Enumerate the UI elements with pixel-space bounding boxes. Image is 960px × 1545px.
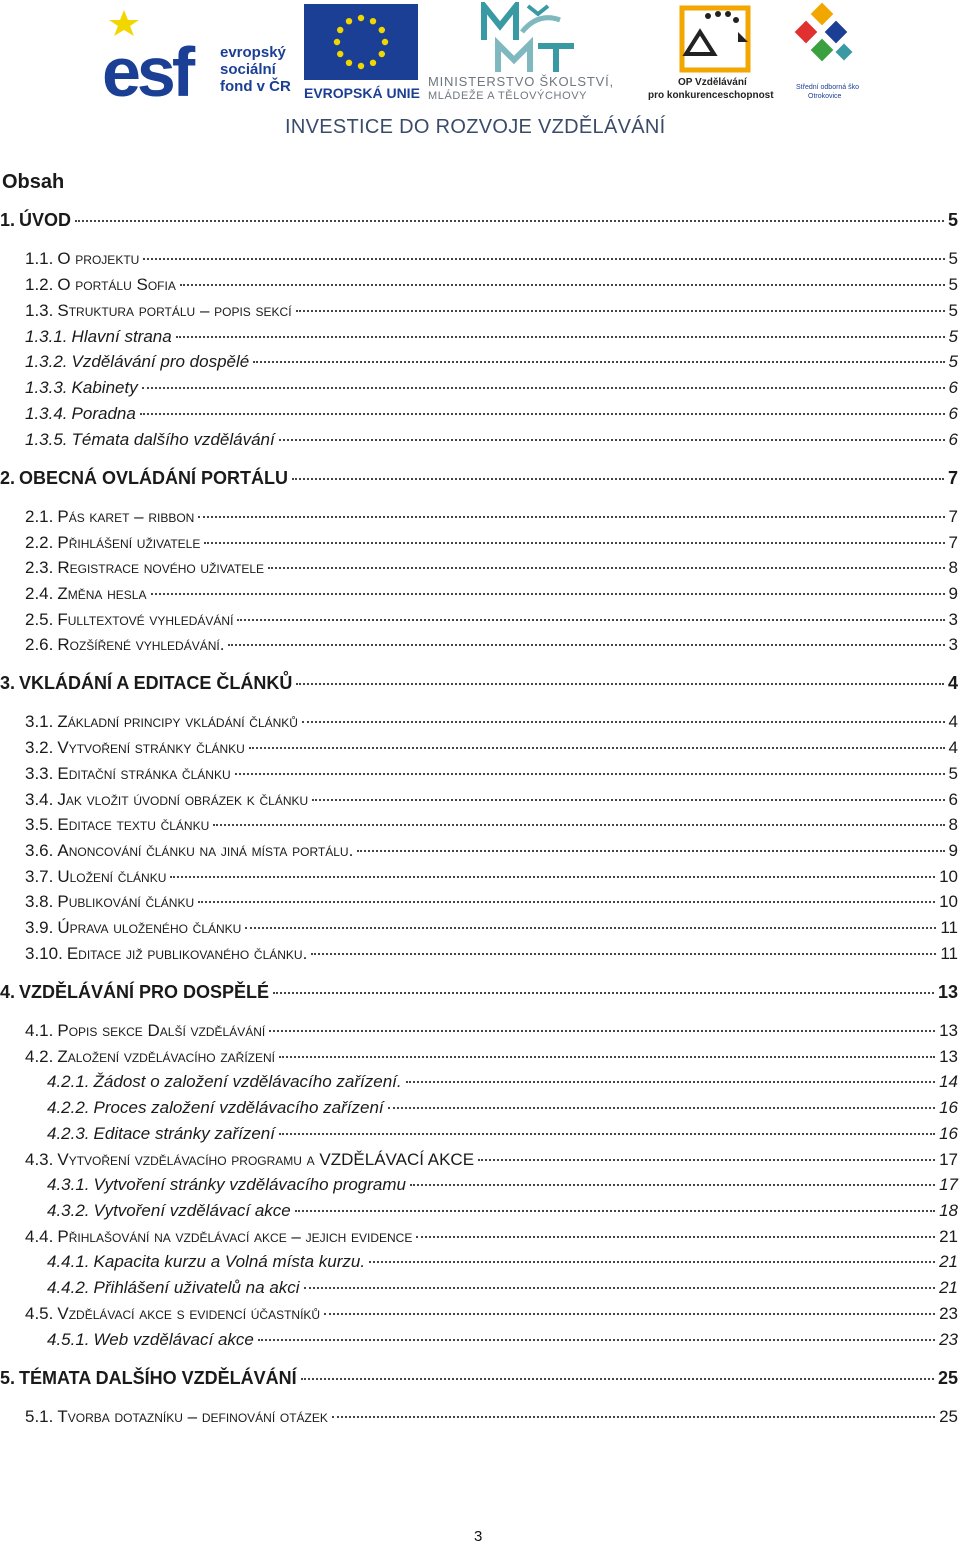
toc-entry-page: 5 [948,275,958,294]
toc-entry-title: Popis sekce Další vzdělávání [57,1021,266,1040]
toc-entry-title: TÉMATA DALŠÍHO VZDĚLÁVÁNÍ [19,1368,297,1388]
toc-entry[interactable] [0,1304,958,1324]
esf-logo [100,4,300,102]
header-logos [0,0,960,150]
toc-entry-title: Jak vložit úvodní obrázek k článku [57,790,309,809]
toc-entry-page: 5 [948,352,958,371]
toc-entry-page: 5 [948,301,958,320]
toc-entry-number: 1.3.4. [25,404,68,423]
toc-entry[interactable] [0,1407,958,1427]
toc-entry[interactable] [0,378,958,398]
toc-entry-page: 5 [948,764,958,783]
msmt-text-line1: MINISTERSTVO ŠKOLSTVÍ, [428,74,614,89]
toc-dot-leader [324,1313,935,1315]
toc-entry-number: 1. [0,210,16,230]
toc-entry-page: 3 [948,610,958,629]
toc-entry[interactable] [0,1227,958,1247]
page-number: 3 [474,1528,483,1545]
toc-dot-leader [268,567,945,569]
toc-entry[interactable] [0,712,958,732]
toc-entry-title: Žádost o založení vzdělávacího zařízení. [93,1072,402,1091]
toc-entry-number: 3.2. [25,738,54,757]
toc-entry-number: 3.5. [25,815,54,834]
toc-entry-title: Změna hesla [57,584,147,603]
toc-entry[interactable] [0,982,958,1003]
toc-dot-leader [75,220,944,222]
toc-entry-page: 4 [948,712,958,731]
toc-entry-title: Vytvoření vzdělávacího programu a VZDĚLÁVACÍ AKCE [57,1150,475,1169]
toc-entry[interactable] [0,210,958,231]
op-text-line1: OP Vzdělávání [678,77,747,88]
toc-entry-number: 4. [0,982,16,1002]
toc-entry-number: 5.1. [25,1407,54,1426]
toc-dot-leader [143,258,944,260]
toc-entry-page: 8 [948,815,958,834]
toc-entry-page: 5 [948,249,958,268]
school-logo [794,2,860,102]
toc-entry-page: 9 [948,584,958,603]
toc-entry-number: 4.4. [25,1227,54,1246]
toc-entry[interactable] [0,738,958,758]
toc-entry-title: Témata dalšího vzdělávání [71,430,275,449]
toc-entry-title: Kapacita kurzu a Volná místa kurzu. [93,1252,366,1271]
toc-entry-number: 3. [0,673,16,693]
toc-dot-leader [273,992,934,994]
toc-entry[interactable] [0,944,958,964]
toc-entry-number: 2.6. [25,635,54,654]
toc-entry-page: 9 [948,841,958,860]
toc-entry-number: 3.9. [25,918,54,937]
toc-entry-title: Úprava uloženého článku [57,918,242,937]
toc-entry-title: Základní principy vkládání článků [57,712,298,731]
toc-entry-page: 6 [948,378,958,397]
toc-dot-leader [292,478,944,480]
toc-entry-page: 5 [948,327,958,346]
toc-entry-title: Registrace nového uživatele [57,558,265,577]
toc-entry-number: 4.2.2. [47,1098,90,1117]
esf-mark-icon [100,4,212,102]
toc-dot-leader [142,387,945,389]
toc-entry-number: 4.5.1. [47,1330,90,1349]
toc-entry-title: Proces založení vzdělávacího zařízení [93,1098,384,1117]
msmt-text-line2: MLÁDEŽE A TĚLOVÝCHOVY [428,90,588,102]
toc-entry[interactable] [0,558,958,578]
eu-star-icon [337,27,343,33]
eu-star-icon [346,18,352,24]
toc-entry-page: 7 [947,468,958,488]
toc-dot-leader [357,850,944,852]
eu-star-icon [358,15,364,21]
toc-entry-number: 4.5. [25,1304,54,1323]
toc-dot-leader [296,310,945,312]
toc-entry-title: Uložení článku [57,867,167,886]
toc-entry-page: 13 [937,982,958,1002]
toc-entry-number: 3.6. [25,841,54,860]
toc-entry-number: 1.3. [25,301,54,320]
toc-entry-page: 8 [948,558,958,577]
esf-text-line3: fond v ČR [220,78,291,95]
toc-entry[interactable] [0,404,958,424]
toc-dot-leader [253,361,944,363]
toc-entry-title: Přihlášení uživatele [57,533,201,552]
eu-star-icon [370,18,376,24]
toc-entry-title: Vytvoření stránky vzdělávacího programu [93,1175,406,1194]
toc-entry-page: 11 [940,918,958,937]
toc-dot-leader [410,1184,935,1186]
toc-entry-page: 13 [939,1021,958,1040]
toc-entry-page: 6 [948,430,958,449]
toc-entry[interactable] [0,1368,958,1389]
toc-entry[interactable] [0,764,958,784]
toc-dot-leader [198,516,944,518]
toc-entry-number: 4.2.1. [47,1072,90,1091]
toc-entry[interactable] [0,867,958,887]
toc-entry-title: Vytvoření stránky článku [57,738,245,757]
toc-entry[interactable] [0,1201,958,1221]
toc-entry-title: Přihlášení uživatelů na akci [93,1278,300,1297]
toc-entry[interactable] [0,249,958,269]
toc-entry-number: 2.4. [25,584,54,603]
toc-entry-number: 4.3.1. [47,1175,90,1194]
toc-dot-leader [295,1210,935,1212]
toc-dot-leader [204,542,944,544]
esf-text-line1: evropský [220,44,286,61]
toc-entry-page: 6 [948,404,958,423]
toc-entry-number: 4.4.1. [47,1252,90,1271]
toc-entry[interactable] [0,635,958,655]
toc-entry-page: 10 [939,867,958,886]
toc-entry-number: 4.2.3. [47,1124,90,1143]
toc-entry[interactable] [0,1047,958,1067]
toc-entry-title: Vzdělávání pro dospělé [71,352,250,371]
toc-entry[interactable] [0,327,958,347]
toc-dot-leader [198,901,935,903]
toc-entry-page: 7 [948,507,958,526]
toc-entry-number: 3.10. [25,944,63,963]
toc-entry-page: 25 [939,1407,958,1426]
toc-entry-title: Struktura portálu – popis sekcí [57,301,292,320]
eu-star-icon [358,63,364,69]
toc-entry[interactable] [0,1021,958,1041]
toc-entry-page: 23 [939,1304,958,1323]
toc-entry-title: O projektu [57,249,140,268]
toc-entry[interactable] [0,918,958,938]
school-mark-icon [794,2,858,80]
toc-dot-leader [478,1159,935,1161]
toc-entry-title: Editace textu článku [57,815,210,834]
toc-entry-page: 13 [939,1047,958,1066]
eu-flag-icon [304,4,418,80]
toc-dot-leader [296,683,944,685]
toc-entry-title: Přihlašování na vzdělávací akce – jejich evidence [57,1227,413,1246]
toc-entry-page: 18 [939,1201,958,1220]
toc-entry-title: Publikování článku [57,892,195,911]
toc-entry-title: VKLÁDÁNÍ A EDITACE ČLÁNKŮ [19,673,293,693]
toc-entry-page: 17 [939,1175,958,1194]
toc-dot-leader [228,644,944,646]
eu-star-icon [379,27,385,33]
toc-entry[interactable] [0,1098,958,1118]
toc-entry-page: 25 [937,1368,958,1388]
toc-entry-title: Kabinety [71,378,138,397]
toc-dot-leader [406,1081,935,1083]
toc-entry-number: 2.3. [25,558,54,577]
toc-entry-page: 7 [948,533,958,552]
eu-logo [304,4,420,102]
eu-star-icon [370,60,376,66]
op-text-line2: pro konkurenceschopnost [648,90,774,101]
toc-entry-page: 11 [940,944,958,963]
toc-dot-leader [311,953,936,955]
toc-entry-number: 4.3.2. [47,1201,90,1220]
toc-entry-number: 2.1. [25,507,54,526]
toc-entry[interactable] [0,1278,958,1298]
toc-entry-number: 4.4.2. [47,1278,90,1297]
toc-entry-page: 23 [939,1330,958,1349]
toc-dot-leader [279,439,945,441]
toc-entry-number: 3.1. [25,712,54,731]
toc-entry[interactable] [0,301,958,321]
toc-entry-number: 1.3.3. [25,378,68,397]
toc-entry-number: 1.3.5. [25,430,68,449]
toc-entry-number: 1.3.2. [25,352,68,371]
toc-entry-page: 16 [939,1098,958,1117]
toc-entry-number: 5. [0,1368,16,1388]
toc-entry[interactable] [0,352,958,372]
toc-entry-page: 5 [947,210,958,230]
school-text-line1: Střední odborná ško [796,84,860,91]
toc-entry-title: Poradna [71,404,136,423]
toc-dot-leader [170,876,935,878]
toc-dot-leader [301,1378,934,1380]
toc-entry-title: OBECNÁ OVLÁDÁNÍ PORTÁLU [19,468,289,488]
toc-entry-title: Anoncování článku na jiná místa portálu. [57,841,354,860]
toc-entry[interactable] [0,1175,958,1195]
toc-dot-leader [332,1416,935,1418]
toc-entry[interactable] [0,468,958,489]
toc-entry-page: 21 [939,1227,958,1246]
toc-entry-number: 3.7. [25,867,54,886]
toc-entry-title: Fulltextové vyhledávání [57,610,234,629]
toc-entry-title: Vzdělávací akce s evidencí účastníků [57,1304,321,1323]
msmt-logo [428,2,634,102]
eu-star-icon [379,51,385,57]
toc-dot-leader [245,927,936,929]
esf-text [220,44,291,95]
toc-entry-title: VZDĚLÁVÁNÍ PRO DOSPĚLÉ [19,982,270,1002]
toc-entry-title: Pás karet – ribbon [57,507,195,526]
toc-dot-leader [302,721,945,723]
toc-dot-leader [249,747,945,749]
op-logo [648,2,780,102]
toc-entry-title: Hlavní strana [71,327,172,346]
toc-entry[interactable] [0,1150,958,1170]
toc-entry-number: 3.4. [25,790,54,809]
toc-entry-page: 17 [939,1150,958,1169]
esf-text-line2: sociální [220,61,276,78]
toc-dot-leader [151,593,945,595]
toc-entry-number: 1.2. [25,275,54,294]
toc-entry[interactable] [0,1252,958,1272]
toc-dot-leader [369,1261,935,1263]
toc-entry-page: 21 [939,1252,958,1271]
toc-entry[interactable] [0,815,958,835]
toc-entry[interactable] [0,673,958,694]
toc-entry-title: O portálu Sofia [57,275,176,294]
toc-dot-leader [140,413,945,415]
toc-entry-page: 3 [948,635,958,654]
toc-entry-title: Editační stránka článku [57,764,231,783]
toc-entry[interactable] [0,507,958,527]
toc-entry[interactable] [0,1330,958,1350]
toc-entry-title: Web vzdělávací akce [93,1330,254,1349]
investice-banner: INVESTICE DO ROZVOJE VZDĚLÁVÁNÍ [285,116,666,138]
msmt-mark-icon [478,2,582,74]
toc-dot-leader [176,336,945,338]
toc-entry-page: 14 [939,1072,958,1091]
toc-dot-leader [279,1056,935,1058]
toc-title: Obsah [2,171,65,193]
toc-entry-title: Rozšířené vyhledávání. [57,635,225,654]
op-mark-icon [678,2,758,76]
eu-star-icon [337,51,343,57]
toc-entry[interactable] [0,790,958,810]
toc-entry-number: 3.8. [25,892,54,911]
school-text-line2: Otrokovice [808,93,842,100]
toc-entry-number: 4.2. [25,1047,54,1066]
toc-dot-leader [180,284,945,286]
eu-star-icon [346,60,352,66]
eu-star-icon [382,39,388,45]
toc-entry-title: Založení vzdělávacího zařízení [57,1047,276,1066]
toc-entry[interactable] [0,1124,958,1144]
toc-entry[interactable] [0,892,958,912]
toc-entry-number: 1.1. [25,249,54,268]
toc-entry-title: Editace stránky zařízení [93,1124,275,1143]
toc-entry-number: 3.3. [25,764,54,783]
toc-entry[interactable] [0,841,958,861]
toc-entry-page: 4 [947,673,958,693]
toc-dot-leader [235,773,945,775]
toc-entry[interactable] [0,1072,958,1092]
toc-entry[interactable] [0,275,958,295]
toc-entry-title: Tvorba dotazníku – definování otázek [57,1407,328,1426]
eu-star-icon [334,39,340,45]
toc-entry-page: 10 [939,892,958,911]
toc-entry-number: 1.3.1. [25,327,68,346]
toc-entry-title: Vytvoření vzdělávací akce [93,1201,291,1220]
eu-text: EVROPSKÁ UNIE [304,85,420,101]
toc-dot-leader [269,1030,935,1032]
toc-entry-page: 21 [939,1278,958,1297]
toc-entry-number: 2.5. [25,610,54,629]
toc-entry[interactable] [0,610,958,630]
toc-entry-number: 2. [0,468,16,488]
toc-dot-leader [237,619,944,621]
toc-dot-leader [312,799,944,801]
toc-dot-leader [213,824,944,826]
toc-entry[interactable] [0,430,958,450]
toc-dot-leader [279,1133,935,1135]
toc-entry[interactable] [0,533,958,553]
toc-entry-number: 4.3. [25,1150,54,1169]
svg-text:esf: esf [102,33,192,102]
toc-entry-number: 2.2. [25,533,54,552]
toc-entry-title: Editace již publikovaného článku. [66,944,308,963]
toc-entry-page: 16 [939,1124,958,1143]
toc-dot-leader [388,1107,935,1109]
toc-entry-title: ÚVOD [19,210,72,230]
toc-entry[interactable] [0,584,958,604]
toc-entry-number: 4.1. [25,1021,54,1040]
toc-dot-leader [304,1287,936,1289]
toc-entry-page: 4 [948,738,958,757]
toc-dot-leader [416,1236,935,1238]
toc-entry-page: 6 [948,790,958,809]
toc-dot-leader [258,1339,935,1341]
